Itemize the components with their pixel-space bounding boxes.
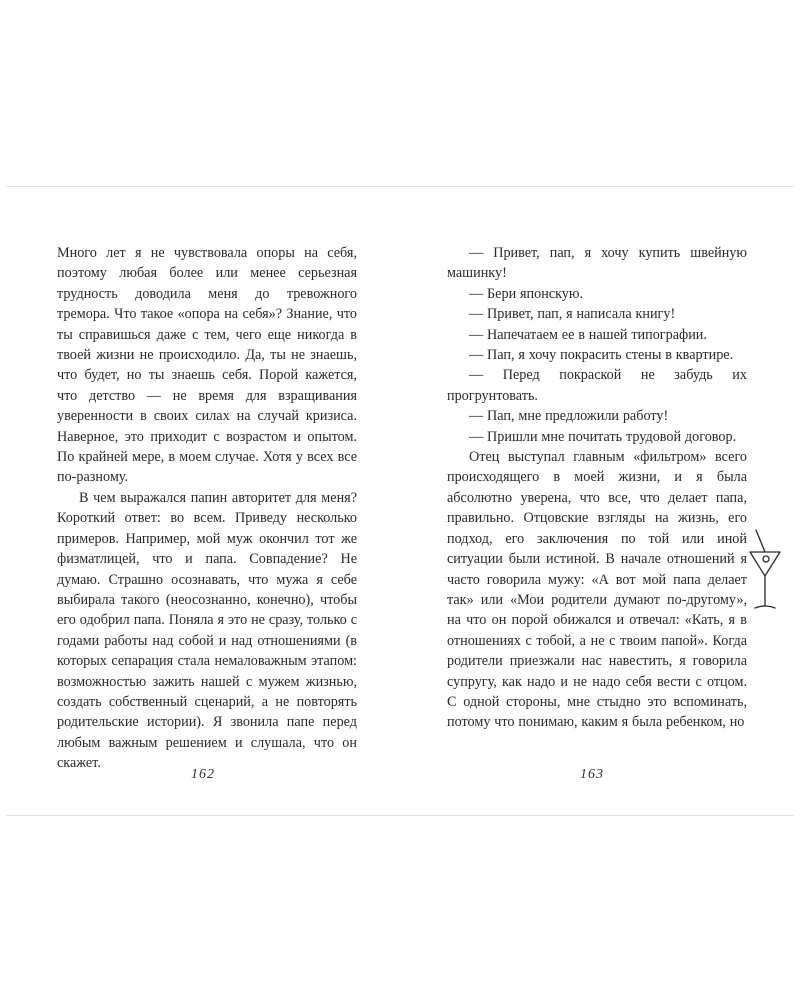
dialogue-line: — Пап, мне предложили работу! <box>469 408 669 425</box>
left-page <box>57 243 357 774</box>
paragraph: В чем выражался папин авторитет для меня? Короткий ответ: во всем. Приведу несколько примеров. Например, мой муж окончил тот же физматлицей, что и папа. Совпадение? Не думаю. Страшно осознавать, что мужа я себе выбирала такого (неосознанно, конечно), чтобы его одобрил папа. Поняла я это не сразу, только с годами работы над собой и над отношениями (в которых сепарация стала немаловажным этапом: возможностью зажить нашей с мужем жизнью, создать собственный сценарий, а не повторять родительские истории). Я звонила папе перед любым важным решением и слушала, что он скажет. <box>57 489 357 772</box>
dialogue-line: — Привет, пап, я хочу купить швейную машинку! <box>447 245 747 282</box>
dialogue-line: — Привет, пап, я написала книгу! <box>469 306 676 323</box>
dialogue-line: — Пришли мне почитать трудовой договор. <box>469 428 737 445</box>
page-number-left: 162 <box>191 767 215 782</box>
dialogue-line: — Пап, я хочу покрасить стены в квартире. <box>469 347 734 364</box>
right-page <box>447 243 747 733</box>
dialogue-line: — Перед покраской не забудь их прогрунтовать. <box>447 367 747 404</box>
page-number-right: 163 <box>580 767 604 782</box>
paragraph: Много лет я не чувствовала опоры на себя, поэтому любая более или менее серьезная трудность доводила меня до тревожного тремора. Что такое «опора на себя»? Знание, что ты справишься даже с тем, чего еще никогда в твоей жизни не происходило. Да, ты не знаешь, что будет, но ты знаешь себя. Порой кажется, что детство — не время для взращивания уверенности в своих силах на случай кризиса. Наверное, это приходит с возрастом и опытом. По крайней мере, в моем случае. Хотя у всех все по-разному. <box>57 245 357 486</box>
cocktail-glass-icon <box>744 526 784 614</box>
book-spread <box>6 186 794 816</box>
dialogue-line: — Бери японскую. <box>469 285 584 302</box>
paragraph: Отец выступал главным «фильтром» всего происходящего в моей жизни, и я была абсолютно уверена, что все, что делает папа, правильно. Отцовские взгляды на жизнь, его подход, его заключения по той или иной ситуации были истиной. В начале отношений я часто говорила мужу: «А вот мой папа делает так» или «Мои родители думают по-другому», на что он порой обижался и отвечал: «Кать, я в отношениях с тобой, а не с твоим папой». Когда родители приезжали нас навестить, я говорила супругу, как надо и не надо себя вести с отцом. С одной стороны, мне стыдно это вспоминать, потому что понимаю, каким я была ребенком, но <box>447 449 747 731</box>
dialogue-line: — Напечатаем ее в нашей типографии. <box>469 326 707 343</box>
